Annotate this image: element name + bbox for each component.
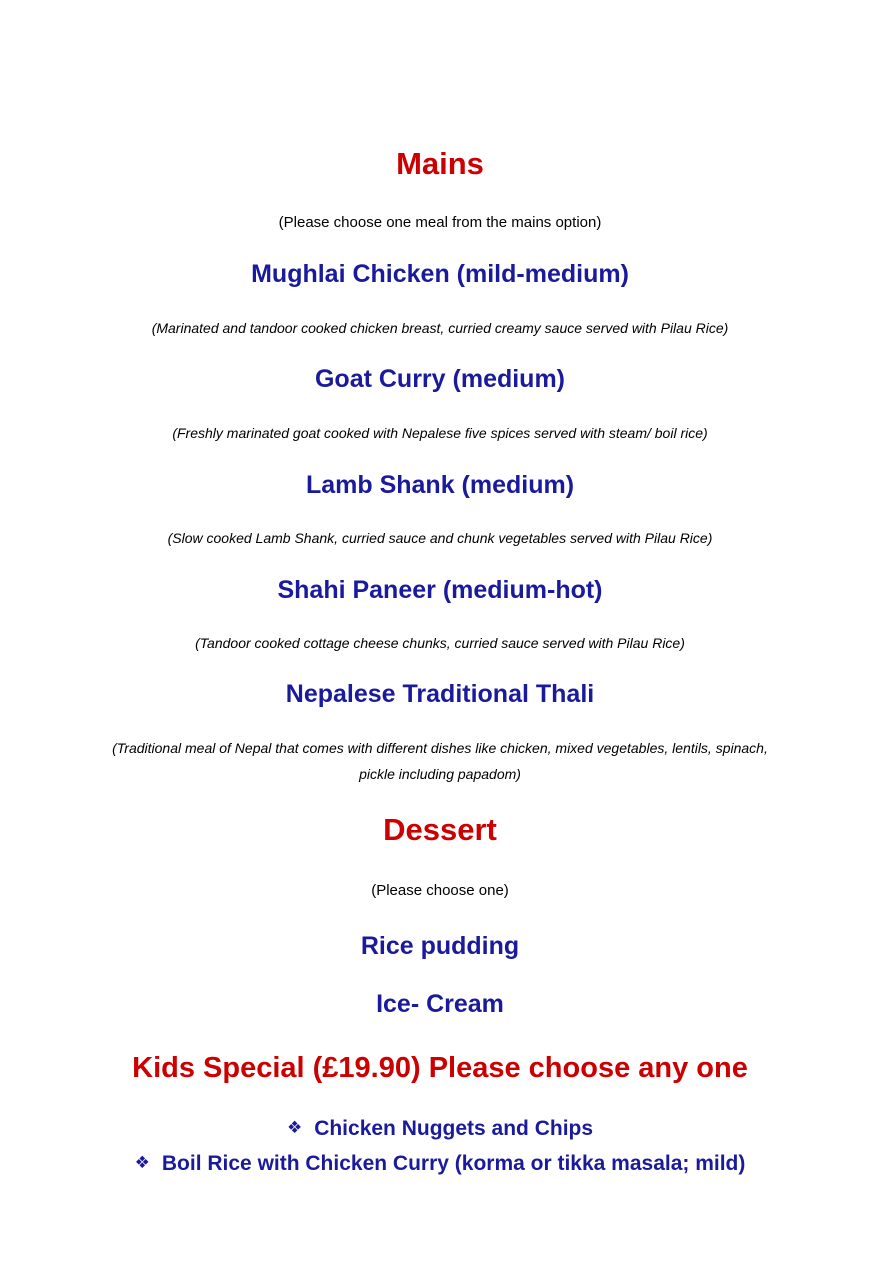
dish-description: (Marinated and tandoor cooked chicken breast, curried creamy sauce served with Pilau Rice) [151, 320, 729, 336]
mains-note: (Please choose one meal from the mains option) [278, 214, 602, 231]
dish-description-line: (Traditional meal of Nepal that comes with different dishes like chicken, mixed vegetables, lentils, spinach, [112, 740, 768, 756]
dish-description: (Slow cooked Lamb Shank, curried sauce and chunk vegetables served with Pilau Rice) [167, 530, 713, 546]
dish-description: (Freshly marinated goat cooked with Nepalese five spices served with steam/ boil rice) [172, 425, 708, 441]
diamond-bullet-icon: ❖ [134, 1153, 150, 1172]
dish-description-line: pickle including papadom) [359, 766, 521, 782]
kids-list-item [0, 1152, 880, 1176]
kids-item-label: Boil Rice with Chicken Curry (korma or tikka masala; mild) [161, 1152, 746, 1175]
kids-item-label: Chicken Nuggets and Chips [314, 1117, 594, 1140]
kids-special-heading: Kids Special (£19.90) Please choose any one [132, 1052, 748, 1084]
dessert-item: Rice pudding [360, 932, 520, 960]
mains-heading: Mains [396, 146, 484, 181]
dessert-note: (Please choose one) [371, 882, 509, 899]
kids-list-item [0, 1117, 880, 1141]
dish-name: Mughlai Chicken (mild-medium) [251, 260, 629, 288]
dessert-item: Ice- Cream [376, 990, 504, 1018]
dessert-heading: Dessert [383, 812, 497, 847]
dish-name: Shahi Paneer (medium-hot) [277, 576, 603, 604]
dish-description: (Tandoor cooked cottage cheese chunks, curried sauce served with Pilau Rice) [195, 635, 685, 651]
dish-name: Goat Curry (medium) [314, 365, 566, 393]
dish-name: Nepalese Traditional Thali [285, 680, 595, 708]
diamond-bullet-icon: ❖ [286, 1118, 303, 1137]
dish-name: Lamb Shank (medium) [305, 471, 575, 499]
